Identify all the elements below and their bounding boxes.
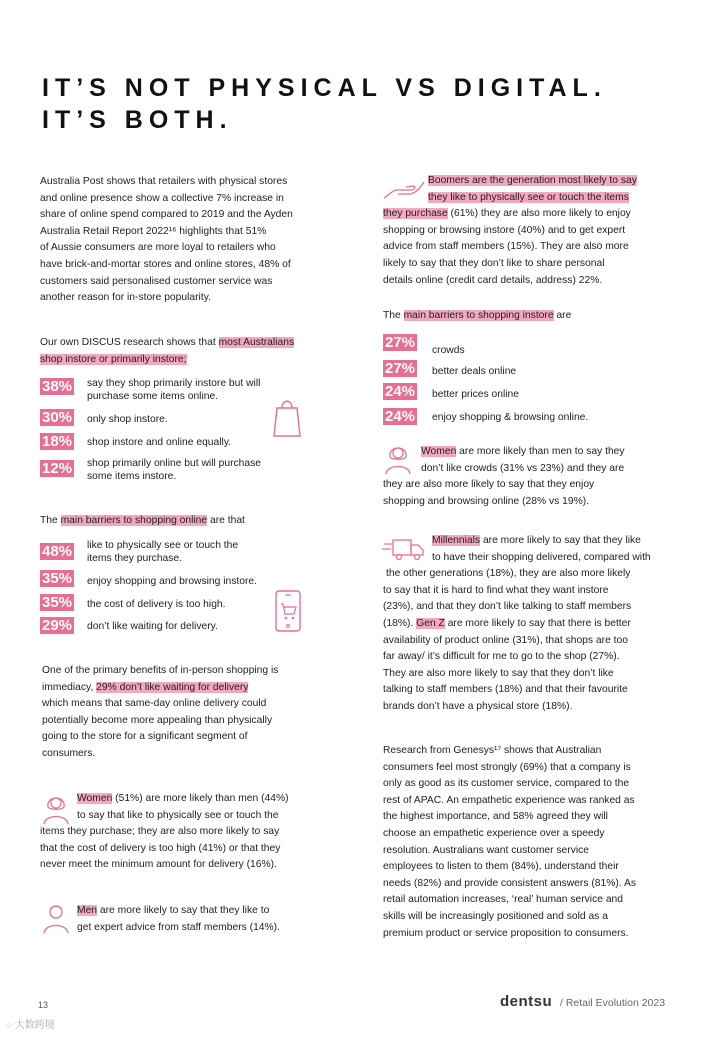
text-line: Australia Post shows that retailers with physical stores [40, 176, 288, 187]
text-line: premium product or service proposition to consumers. [383, 927, 629, 939]
text-line: items they purchase. [87, 553, 183, 564]
text-line: shop primarily online but will purchase [87, 458, 261, 469]
stat-percent: 27% [385, 334, 416, 351]
text-line: Research from Genesys¹⁷ shows that Australian [383, 745, 602, 756]
boomers-paragraph [383, 173, 693, 289]
women-paragraph [40, 791, 340, 874]
stat-percent: 12% [42, 460, 73, 477]
man-icon [42, 902, 70, 934]
stat-row [40, 378, 74, 396]
text-line: employees to listen to them (84%), understand their [383, 861, 619, 873]
text-line: far away/ it’s difficult for me to go to the shop (27%). [383, 651, 620, 663]
text-line: talking to staff members (18%) and that their favourite [383, 684, 628, 696]
highlight: Boomers are the generation most likely to say [428, 175, 637, 186]
stat-label: don’t like waiting for delivery. [87, 621, 218, 632]
stat-percent: 48% [42, 543, 73, 560]
text-line: items they purchase; they are also more likely to say [40, 826, 280, 838]
highlight: Women [421, 446, 457, 457]
text-line: resolution. Australians want customer service [383, 844, 590, 856]
stat-label: shop instore and online equally. [87, 437, 232, 448]
report-title: / Retail Evolution 2023 [560, 997, 666, 1009]
text-span: The [383, 310, 404, 321]
text-line: the other generations (18%), they are also more likely [386, 568, 631, 580]
stat-label: better deals online [432, 366, 517, 377]
highlight: main barriers to shopping online [60, 515, 208, 526]
text-line: shopping and browsing online (28% vs 19%). [383, 495, 590, 507]
text-line: One of the primary benefits of in-person shopping is [42, 665, 279, 676]
stat-row [40, 543, 74, 561]
text-span: Our own DISCUS research shows that [40, 337, 219, 348]
instore-barriers-heading [383, 308, 693, 325]
text-span: are that [207, 515, 245, 526]
stat-percent: 38% [42, 378, 73, 395]
millennials-paragraph [383, 533, 698, 716]
highlight: Gen Z [416, 617, 445, 629]
stat-row [40, 409, 74, 427]
text-line: shopping or browsing instore (40%) and to get expert [383, 224, 626, 236]
stat-percent: 35% [42, 570, 73, 587]
highlight: shop instore or primarily instore; [40, 353, 187, 365]
stat-row [40, 570, 74, 588]
highlight: Women [77, 793, 113, 804]
text-line: they are also more likely to say that they enjoy [383, 479, 595, 491]
text-line: consumers. [42, 747, 96, 759]
text-line: the highest importance, and 58% agreed they will [383, 811, 608, 823]
highlight: they purchase [383, 208, 448, 220]
text-span: are more likely than men to say they [456, 446, 625, 457]
stat-percent: 18% [42, 433, 73, 450]
stat-row [40, 617, 74, 635]
page-title [42, 72, 607, 136]
text-line: have brick-and-mortar stores and online stores, 48% of [40, 258, 291, 270]
text-span: (18%). [383, 617, 417, 629]
watermark-icon: ◌ [6, 1020, 12, 1031]
page-number: 13 [38, 1000, 49, 1010]
stat-row [383, 383, 417, 401]
stat-label: enjoy shopping and browsing instore. [87, 576, 258, 587]
text-line: choose an empathetic experience over a speedy [383, 827, 605, 839]
text-line: skills will be increasingly positioned and sold as a [383, 910, 608, 922]
stat-label: only shop instore. [87, 414, 168, 425]
highlight: 29% don’t like waiting for delivery [96, 681, 249, 693]
stat-label: crowds [432, 345, 465, 356]
text-line: get expert advice from staff members (14%). [77, 921, 280, 933]
stat-percent: 29% [42, 617, 73, 634]
title-line-1: IT’S NOT PHYSICAL VS DIGITAL. [42, 74, 607, 102]
text-line: to say that it is hard to find what they want instore [383, 584, 609, 596]
text-line: customers said personalised customer service was [40, 275, 273, 287]
text-span: are more likely to say that they like [480, 535, 641, 546]
title-line-2: IT’S BOTH. [42, 106, 233, 134]
text-line: of Aussie consumers are more loyal to retailers who [40, 242, 276, 254]
text-line: Australia Retail Report 2022¹⁶ highlights that 51% [40, 225, 267, 237]
text-line: details online (credit card details, address) 22%. [383, 274, 603, 286]
text-span: The [40, 515, 61, 526]
text-line: to have their shopping delivered, compared with [432, 551, 651, 563]
text-span: are more likely to say that there is better [444, 617, 631, 629]
text-line: another reason for in-store popularity. [40, 292, 211, 304]
online-barriers-heading [40, 513, 340, 530]
stat-label [87, 457, 261, 483]
text-line: rest of APAC. An empathetic experience was ranked as [383, 794, 635, 806]
stat-percent: 27% [385, 360, 416, 377]
brand-logo: dentsu [500, 993, 553, 1010]
text-line: retail automation increases, ‘real’ human service and [383, 894, 624, 906]
highlight: Millennials [432, 535, 481, 546]
highlight: Men [77, 905, 98, 916]
text-line: likely to say that they don’t like to share personal [383, 257, 605, 269]
genesys-paragraph [383, 743, 698, 942]
discus-paragraph [40, 335, 340, 368]
text-line: say they shop primarily instore but will [87, 378, 261, 389]
benefit-paragraph [42, 663, 342, 763]
mobile-cart-icon [273, 589, 303, 633]
watermark [6, 1016, 55, 1031]
stat-label: enjoy shopping & browsing online. [432, 412, 589, 423]
shopping-bag-icon [272, 396, 302, 438]
stat-percent: 30% [42, 409, 73, 426]
stat-label [87, 539, 238, 565]
watermark-text: 大数跨境 [14, 1020, 55, 1031]
text-span: (51%) are more likely than men (44%) [112, 793, 289, 804]
text-line: which means that same-day online delivery could [42, 698, 267, 710]
stat-percent: 24% [385, 383, 416, 400]
stat-row [40, 433, 74, 451]
highlight: main barriers to shopping instore [403, 310, 554, 321]
text-line: consumers feel most strongly (69%) that a company is [383, 761, 631, 773]
women-crowds-paragraph [383, 444, 693, 510]
text-line: share of online spend compared to 2019 and the Ayden [40, 209, 293, 221]
text-line: some items instore. [87, 471, 177, 482]
text-line: to say that like to physically see or touch the [77, 809, 279, 821]
stat-row [383, 360, 417, 378]
text-span: are more likely to say that they like to [97, 905, 270, 916]
stat-row [40, 594, 74, 612]
stat-percent: 24% [385, 408, 416, 425]
stat-percent: 35% [42, 594, 73, 611]
men-paragraph [77, 903, 347, 936]
highlight: they like to physically see or touch the items [428, 191, 629, 203]
stat-row [383, 408, 417, 426]
stat-row [40, 460, 74, 478]
text-line: potentially become more appealing than physically [42, 714, 273, 726]
text-line: advice from staff members (15%). They are also more [383, 241, 629, 253]
stat-label: better prices online [432, 389, 520, 400]
text-line: never meet the minimum amount for delivery (16%). [40, 859, 277, 871]
text-line: (23%), and that they don’t like talking to staff members [383, 601, 632, 613]
text-line: and online presence show a collective 7% increase in [40, 192, 284, 204]
text-line: that the cost of delivery is too high (41%) or that they [40, 842, 281, 854]
stat-label: the cost of delivery is too high. [87, 599, 226, 610]
highlight: most Australians [218, 337, 295, 348]
text-span: immediacy, [42, 681, 97, 693]
text-line: They are also more likely to say that they don’t like [383, 667, 614, 679]
text-line: like to physically see or touch the [87, 540, 239, 551]
text-line: only as good as its customer service, compared to the [383, 778, 630, 790]
text-line: don’t like crowds (31% vs 23%) and they are [421, 462, 625, 474]
text-line: going to the store for a significant segment of [42, 731, 248, 743]
text-line: availability of product online (31%), that shops are too [383, 634, 628, 646]
text-line: needs (82%) and provide consistent answers (81%). As [383, 877, 636, 889]
text-span: are [553, 310, 572, 321]
text-line: purchase some items online. [87, 391, 219, 402]
text-span: (61%) they are also more likely to enjoy [447, 208, 631, 220]
text-line: brands don’t have a physical store (18%). [383, 700, 573, 712]
stat-row [383, 334, 417, 352]
stat-label [87, 377, 260, 403]
intro-paragraph [40, 174, 340, 307]
